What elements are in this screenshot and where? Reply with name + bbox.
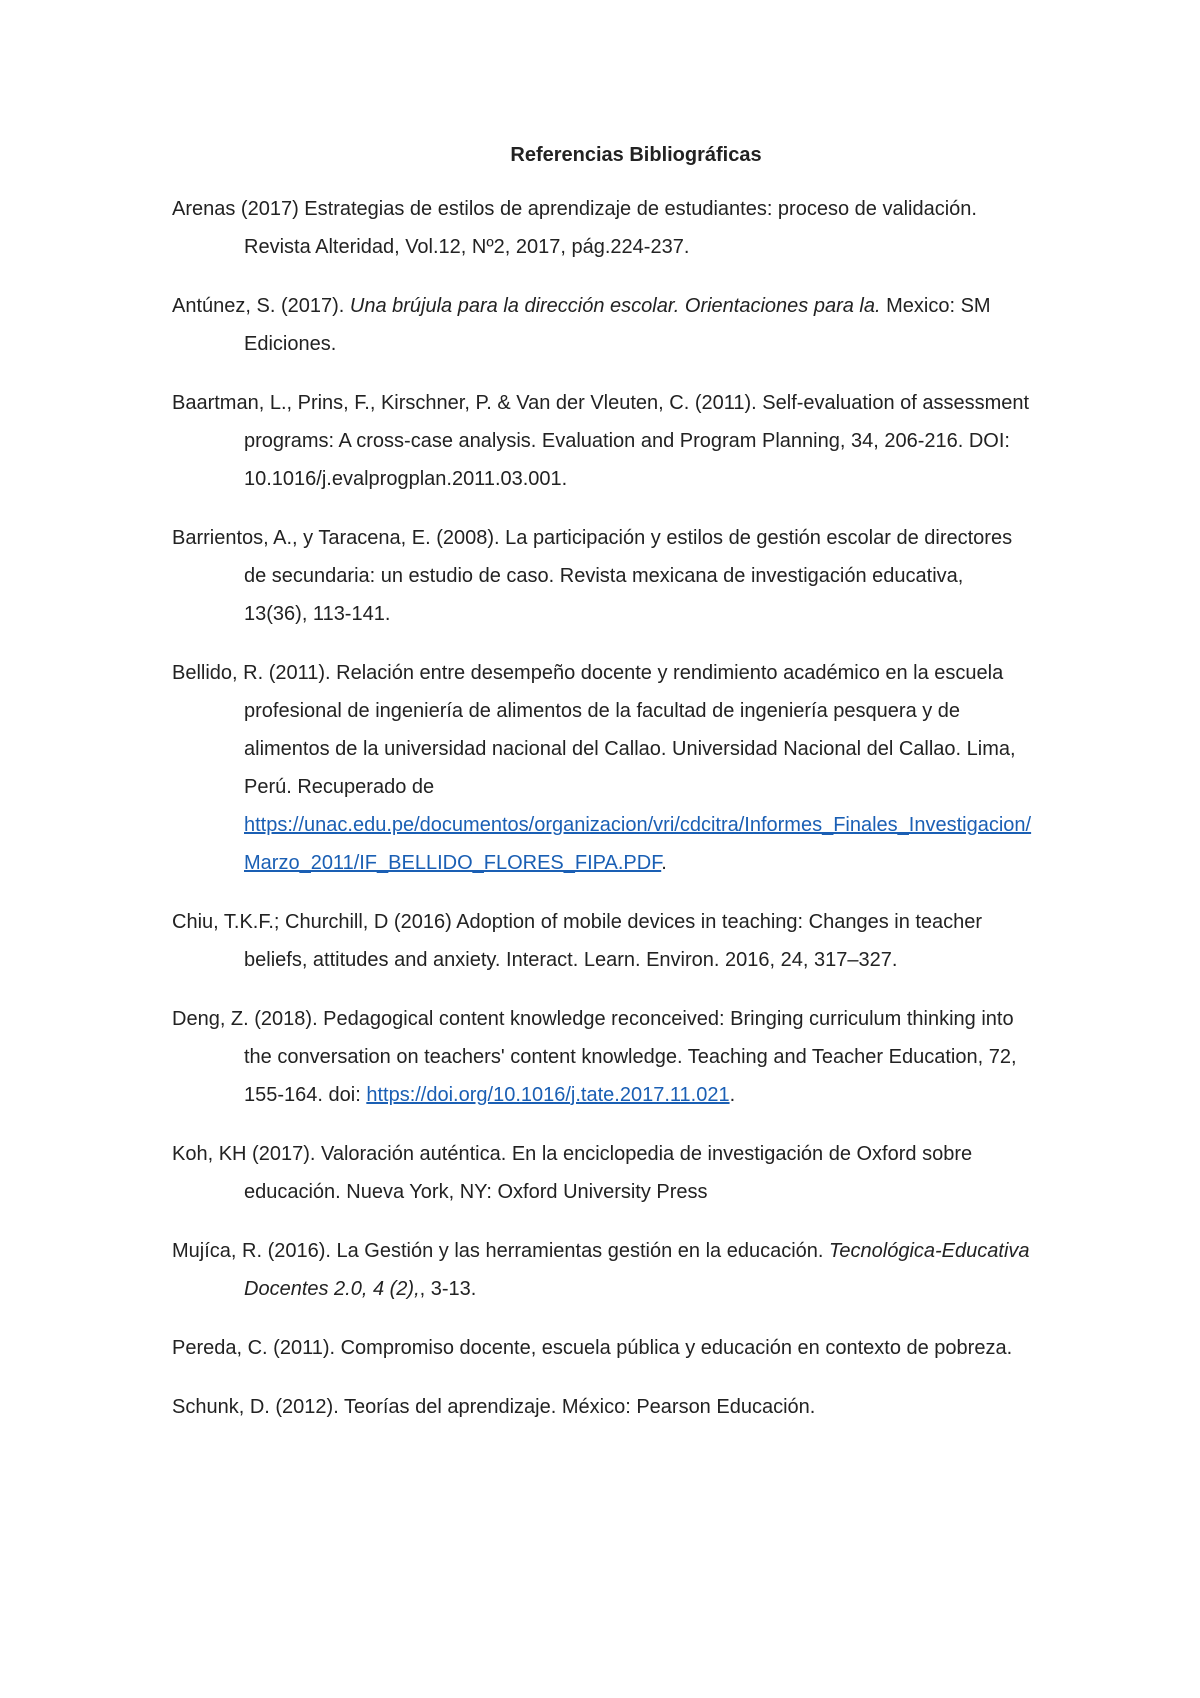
reference-deng	[172, 1000, 1032, 1114]
reference-antunez	[172, 287, 1032, 363]
reference-baartman	[172, 384, 1032, 498]
reference-link-unac[interactable]: https://unac.edu.pe/documentos/organizacion/vri/cdcitra/Informes_Finales_Investigacion/Marzo_2011/IF_BELLIDO_FLORES_FIPA.PDF	[244, 814, 1032, 874]
reference-text: Pereda, C. (2011). Compromiso docente, escuela pública y educación en contexto de pobreza.	[172, 1337, 1013, 1359]
reference-text: .	[729, 1084, 736, 1106]
reference-bellido	[172, 654, 1032, 882]
reference-text: .	[661, 852, 667, 874]
reference-chiu	[172, 903, 1032, 979]
reference-pereda	[172, 1329, 1032, 1367]
page-title: Referencias Bibliográficas	[510, 144, 762, 166]
reference-link-doi[interactable]: https://doi.org/10.1016/j.tate.2017.11.021	[366, 1084, 730, 1106]
reference-text: Barrientos, A., y Taracena, E. (2008). La participación y estilos de gestión escolar de directores de secundaria: un estudio de caso. Revista mexicana de investigación educativa, 13(36), 113-141.	[172, 527, 1013, 625]
reference-text: Arenas (2017) Estrategias de estilos de aprendizaje de estudiantes: proceso de validación. Revista Alteridad, Vol.12, Nº2, 2017, pág.224-237.	[172, 198, 977, 258]
reference-text: Antúnez, S. (2017).	[172, 295, 350, 317]
reference-text: Chiu, T.K.F.; Churchill, D (2016) Adoption of mobile devices in teaching: Changes in teacher beliefs, attitudes and anxiety. Interact. Learn. Environ. 2016, 24, 317–327.	[172, 911, 983, 971]
reference-italic-title: Una brújula para la dirección escolar. Orientaciones para la.	[349, 295, 881, 317]
reference-arenas	[172, 190, 1032, 266]
reference-mujica	[172, 1232, 1032, 1308]
reference-text: Mujíca, R. (2016). La Gestión y las herramientas gestión en la educación.	[172, 1240, 830, 1262]
reference-schunk	[172, 1388, 1032, 1426]
reference-barrientos	[172, 519, 1032, 633]
reference-text: Schunk, D. (2012). Teorías del aprendizaje. México: Pearson Educación.	[172, 1396, 816, 1418]
reference-italic-title: Tecnológica-Educativa Docentes 2.0, 4 (2),	[244, 1240, 1030, 1300]
reference-text: , 3-13.	[419, 1278, 477, 1300]
reference-text: Bellido, R. (2011). Relación entre desempeño docente y rendimiento académico en la escuela profesional de ingeniería de alimentos de la facultad de ingeniería pesquera y de alimentos de la universidad nacional del Callao. Universidad Nacional del Callao. Lima, Perú. Recuperado de	[172, 662, 1016, 798]
reference-text: Mexico: SM Ediciones.	[244, 295, 991, 355]
reference-text: Deng, Z. (2018). Pedagogical content knowledge reconceived: Bringing curriculum thinking into the conversation on teachers' content knowledge. Teaching and Teacher Education, 72, 155-164. doi:	[172, 1008, 1017, 1106]
reference-list	[172, 190, 1032, 1447]
reference-text: Baartman, L., Prins, F., Kirschner, P. & Van der Vleuten, C. (2011). Self-evaluation of assessment programs: A cross-case analysis. Evaluation and Program Planning, 34, 206-216. DOI: 10.1016/j.evalprogplan.2011.03.001.	[172, 392, 1030, 490]
reference-text: Koh, KH (2017). Valoración auténtica. En la enciclopedia de investigación de Oxford sobre educación. Nueva York, NY: Oxford University Press	[172, 1143, 973, 1203]
reference-koh	[172, 1135, 1032, 1211]
